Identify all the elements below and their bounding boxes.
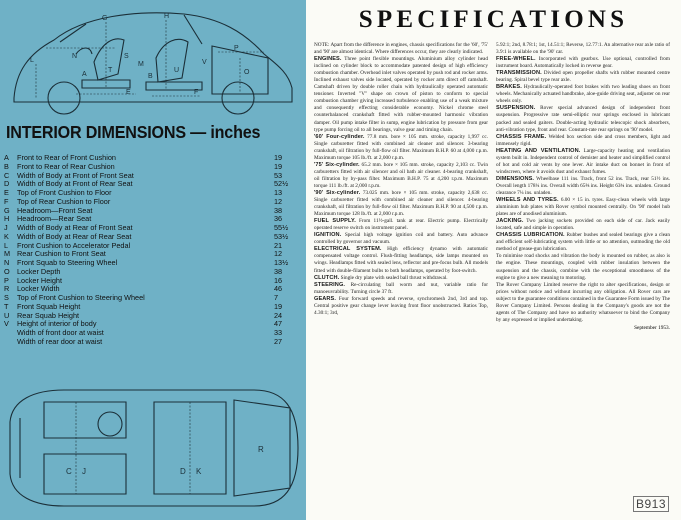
spec-heading: CLUTCH.: [314, 274, 340, 281]
svg-text:U: U: [174, 67, 180, 74]
dimension-letter: H: [4, 214, 10, 224]
dimension-label: Width of rear door at waist: [17, 336, 103, 346]
spec-heading: FREE-WHEEL.: [496, 56, 536, 63]
svg-text:N: N: [72, 53, 78, 60]
spec-text: Two jacking sockets provided on each side of car. Jack easily located, safe and simple in operation.: [496, 218, 671, 232]
dimension-label: Headroom—Front Seat: [17, 205, 93, 215]
svg-text:V: V: [202, 59, 207, 66]
svg-text:H: H: [164, 13, 170, 20]
spec-text: Four forward speeds and reverse, synchromesh 2nd, 3rd and top. Central positive gear change lever leaving front floor unobstructed. Ratios Top, 4.30:1; 3rd,: [314, 295, 489, 316]
dimension-value: 33: [274, 328, 283, 337]
dimension-label: Width of Body at Rear of Front Seat: [17, 223, 133, 232]
spec-text: Divided open propeller shafts with rubber mounted centre bearing. Spiral bevel type rear axle.: [496, 70, 671, 84]
spec-text: From 11½-gall. tank at rear. Electric pump. Electrically operated reserve switch on instrument panel.: [314, 218, 488, 232]
dimension-letter: P: [4, 275, 9, 285]
spec-text: The Rover Company Limited reserve the right to alter specifications, design or prices without notice and without incurring any obligation. All Rover cars are subject to the guarantee conditions contained in the Guarantee Form issued by The Rover Company Limited. Persons dealing in the Company's goods are not the agents of The Company and have no authority whatsoever to bind the Company by any expressed or implied undertaking.: [496, 281, 670, 323]
spec-heading: CHASSIS FRAME.: [496, 133, 547, 140]
spec-paragraph: [314, 232, 488, 246]
svg-text:F: F: [194, 89, 199, 96]
dimension-letter: F: [4, 196, 9, 206]
spec-paragraph: [496, 134, 670, 148]
dimension-letter: E: [4, 188, 9, 197]
spec-text: High efficiency dynamo with automatic compensated voltage control. Flush-fitting headlamps, side lamps mounted on wings. Headlamps fitted with sealed lens, reflector and pre-focus bulb. All models fitted with double-filament bulbs to both headlamps, operated by foot-switch.: [314, 246, 488, 274]
spec-heading: STEERING.: [314, 281, 346, 288]
spec-heading: '90' Six-cylinder.: [314, 189, 361, 196]
spec-paragraph: [496, 176, 670, 197]
dimension-label: Front to Rear of Rear Cushion: [17, 161, 115, 171]
spec-text: Single dry plate with sealed ball thrust withdrawal.: [340, 274, 448, 281]
dimension-value: 19: [274, 301, 283, 311]
dimension-value: 21: [274, 240, 283, 250]
dimension-letter: T: [4, 301, 9, 311]
dimension-value: 19: [274, 153, 283, 162]
dimension-label: Rear Squab Height: [17, 310, 80, 320]
spec-paragraph: [314, 42, 488, 56]
svg-text:M: M: [138, 61, 144, 68]
dimension-list: [4, 154, 296, 347]
svg-text:L: L: [30, 57, 34, 64]
spec-heading: FUEL SUPPLY.: [314, 218, 356, 225]
spec-heading: CHASSIS LUBRICATION.: [496, 232, 565, 239]
spec-heading: IGNITION.: [314, 232, 342, 239]
svg-text:P: P: [234, 45, 239, 52]
svg-text:O: O: [244, 69, 250, 76]
dimension-letter: B: [4, 161, 9, 171]
dimension-label: Width of Body at Front of Rear Seat: [17, 179, 133, 189]
interior-dimensions-title: INTERIOR DIMENSIONS — inches: [6, 122, 261, 142]
dimension-label: Rear Cushion to Front Seat: [17, 249, 106, 259]
svg-text:S: S: [124, 53, 129, 60]
plan-label-k: K: [196, 467, 202, 476]
spec-paragraph: [496, 105, 670, 133]
svg-text:B: B: [148, 73, 153, 80]
plan-label-r: R: [258, 445, 264, 454]
dimension-value: 7: [274, 293, 279, 302]
spec-paragraph: [314, 218, 488, 232]
dimension-value: 36: [274, 214, 283, 224]
car-side-section-diagram: [6, 2, 300, 118]
spec-text: 5.92:1; 2nd, 8.78:1; 1st, 14.51:1; Reverse, 12.77:1. An alternative rear axle ratio of 3.9:1 is available on the '90' car.: [496, 42, 670, 56]
dimension-value: 24: [274, 310, 283, 320]
spec-heading: HEATING AND VENTILATION.: [496, 147, 581, 154]
specifications-title: SPECIFICATIONS: [358, 6, 629, 33]
spec-paragraph: [496, 232, 670, 253]
dimension-label: Locker Height: [17, 275, 63, 285]
dimension-label: Height of interior of body: [17, 319, 97, 329]
spec-paragraph: [496, 148, 670, 176]
dimension-value: 12: [274, 249, 283, 259]
spec-heading: TRANSMISSION.: [496, 70, 542, 77]
specifications-column-1: [314, 42, 488, 317]
spec-paragraph: [496, 70, 670, 84]
spec-text: 77.8 mm. bore × 105 mm. stroke, capacity 1,997 cc. Single carburetter fitted with combined air cleaner and silencer. 3-bearing crankshaft, oil filtration by full-flow oil filter. Maximum B.H.P. 60 at 4,000 r.p.m. Maximum torque 105 lb./ft. at 2,000 r.p.m.: [314, 133, 489, 161]
dimension-label: Locker Depth: [17, 266, 61, 276]
dimension-letter: G: [4, 205, 10, 215]
spec-paragraph: [314, 282, 488, 296]
spec-text: Hydraulically-operated foot brakes with two leading shoes on front wheels. Mechanically actuated handbrake, aloe-guide driving seat, adjuster on rear wheels only.: [496, 84, 670, 105]
spec-heading: '60' Four-cylinder.: [314, 133, 365, 140]
spec-text: Three point flexible mountings. Aluminium alloy cylinder head inclined on cylinder block to accommodate patented design of high efficiency combustion chamber. Overhead inlet valves operated by push rod and rocker arms. Inclined exhaust valves side located, operated by rocker arm direct off camshaft. Camshaft driven by double roller chain with hydraulically operated automatic tensioner. Inverted "V" shape on crown of piston to conform to special combustion chamber giving increased turbulence enabling use of a weak mixture and consequently effecting considerable economy. Nickel chrome steel counterbalanced crankshaft fitted with rubber-mounted harmonic vibration damper. Oil pump intake filter in sump, engine lubrication by pressure from gear type pump forcing oil to all bearings, valve gear and timing chain.: [314, 56, 489, 133]
dimension-label: Front Squab Height: [17, 301, 81, 311]
dimension-letter: C: [4, 170, 10, 180]
dimension-value: 13: [274, 188, 283, 197]
dimension-letter: K: [4, 231, 9, 241]
dimension-value: 27: [274, 336, 283, 346]
dimension-label: Front Squab to Steering Wheel: [17, 258, 118, 267]
reference-code: B913: [633, 496, 669, 512]
plan-label-j: J: [82, 467, 86, 476]
svg-text:T: T: [108, 67, 113, 74]
svg-text:G: G: [102, 15, 108, 22]
spec-heading: WHEELS AND TYRES.: [496, 197, 559, 204]
dimension-letter: A: [4, 153, 9, 162]
dimension-label: Top of Front Cushion to Steering Wheel: [17, 293, 145, 302]
spec-paragraph: [496, 42, 670, 56]
svg-text:E: E: [126, 89, 131, 96]
dimension-letter: N: [4, 258, 10, 267]
dimension-label: Width of Body at Front of Front Seat: [17, 170, 134, 180]
spec-paragraph: [496, 84, 670, 105]
spec-heading: GEARS.: [314, 295, 337, 302]
spec-paragraph: [314, 162, 488, 190]
spec-text: Special high voltage ignition coil and battery. Auto advance controlled by governor and vacuum.: [314, 232, 489, 246]
dimension-value: 47: [274, 319, 283, 329]
interior-dimensions-panel: [0, 0, 306, 520]
spec-text: NOTE: Apart from the difference in engines, chassis specifications for the '60', '75' and '90' are almost identical. Where differences occur, they are clearly indicated.: [314, 42, 488, 56]
dimension-letter: V: [4, 319, 9, 329]
spec-text: Rubber bushes and sealed bearings give a clean and efficient self-lubricating system with little or no attention, outmoding the old method of grease-gun lubrication.: [496, 232, 670, 253]
dimension-label: Top of Front Cushion to Floor: [17, 188, 112, 197]
dimension-row: [4, 338, 296, 347]
spec-paragraph: [496, 218, 670, 232]
spec-heading: DIMENSIONS.: [496, 175, 535, 182]
svg-text:A: A: [82, 71, 87, 78]
spec-text: To minimise road shocks and vibration the body is mounted on rubber, as also is the engine. These mountings, coupled with rubber insulation between the suspension and the chassis, combine with the exceptional smoothness of the engine to give a new meaning to motoring.: [496, 253, 670, 281]
dimension-value: 16: [274, 275, 283, 285]
publication-date: September 1953.: [634, 325, 670, 331]
spec-text: Incorporated with gearbox. Use optional, controlled from instrument board. Automatically locked in reverse gear.: [496, 56, 671, 70]
dimension-letter: M: [4, 249, 11, 259]
specifications-column-2: [496, 42, 670, 324]
dimension-label: Width of front door at waist: [17, 328, 104, 337]
spec-paragraph: [496, 282, 670, 324]
dimension-value: 38: [274, 266, 283, 276]
spec-text: 65.2 mm. bore × 105 mm. stroke, capacity 2,103 cc. Twin carburetters fitted with air silencer and oil bath air cleaner. 4-bearing crankshaft, oil filtration by by-pass filter. Maximum B.H.P. 75 at 4,200 r.p.m. Maximum torque 111 lb./ft. at 2,000 r.p.m.: [314, 161, 488, 189]
spec-text: 6.00 × 15 in. tyres. Easy-clean wheels with large aluminium hub plates with Rover symbol mounted centrally. On '90' model hub plates are of anodised aluminium.: [496, 197, 671, 218]
dimension-label: Headroom—Rear Seat: [17, 214, 92, 224]
dimension-letter: O: [4, 266, 10, 276]
dimension-value: 46: [274, 284, 283, 294]
dimension-letter: S: [4, 293, 9, 302]
dimension-letter: R: [4, 284, 10, 294]
dimension-value: 13½: [274, 258, 289, 267]
dimension-value: 52½: [274, 179, 289, 189]
dimension-value: 12: [274, 196, 283, 206]
dimension-value: 19: [274, 161, 283, 171]
dimension-label: Front Cushion to Accelerator Pedal: [17, 240, 131, 250]
spec-paragraph: [314, 275, 488, 282]
spec-text: Wheelbase 111 ins. Track, front 52 ins. Track, rear 51½ ins. Overall length 178¼ ins. Overall width 65⅝ ins. Height 63¾ ins. unladen. Ground clearance 7¼ ins. unladen.: [496, 175, 670, 196]
dimension-value: 55½: [274, 223, 289, 232]
dimension-label: Top of Rear Cushion to Floor: [17, 196, 111, 206]
spec-text: Re-circulating ball worm and nut, variable ratio for manoeuvrability. Turning circle 37 ft.: [314, 281, 489, 295]
spec-text: Welded box section side and cross members, light and immensely rigid.: [496, 133, 671, 147]
car-plan-view-diagram: [4, 382, 302, 516]
spec-heading: '75' Six-cylinder.: [314, 161, 360, 168]
spec-heading: BRAKES.: [496, 84, 522, 91]
dimension-label: Front to Rear of Front Cushion: [17, 153, 116, 162]
spec-paragraph: [496, 253, 670, 281]
plan-label-d: D: [180, 467, 186, 476]
dimension-label: Width of Body at Rear of Rear Seat: [17, 231, 132, 241]
spec-text: Large-capacity heating and ventilation system built in. Independent control of demister and heater and simplified control of hot and cold air vents by one lever. Air intake duct on bonnet in front of windscreen, where it avoids dust and exhaust fumes.: [496, 147, 671, 175]
spec-heading: ENGINES.: [314, 56, 342, 63]
spec-paragraph: [314, 296, 488, 317]
dimension-label: Locker Width: [17, 284, 60, 294]
dimension-letter: L: [4, 240, 9, 250]
spec-heading: ELECTRICAL SYSTEM.: [314, 246, 382, 253]
dimension-value: 53: [274, 170, 283, 180]
dimension-value: 38: [274, 205, 283, 215]
dimension-letter: J: [4, 223, 8, 232]
spec-paragraph: [314, 246, 488, 274]
spec-paragraph: [314, 56, 488, 134]
spec-text: 73.025 mm. bore × 105 mm. stroke, capacity 2,638 cc. Single carburetter fitted with combined air cleaner and silencer. 4-bearing crankshaft, oil filtration by full-flow oil filter. Maximum B.H.P. 90 at 4,500 r.p.m. Maximum torque 128 lb./ft. at 2,000 r.p.m.: [314, 189, 488, 218]
spec-heading: JACKING.: [496, 218, 524, 225]
dimension-letter: D: [4, 179, 10, 189]
specifications-panel: [306, 0, 681, 520]
spec-paragraph: [314, 190, 488, 218]
dimension-letter: U: [4, 310, 10, 320]
dimension-value: 53½: [274, 231, 289, 241]
spec-paragraph: [496, 56, 670, 70]
spec-text: Rover special advanced design of independent front suspension. Progressive rate semi-elliptic rear springs enclosed in lubricant packed and sealed gaiters. Double-acting hydraulic telescopic shock absorbers, anti-vibration type, front and rear. Constant-rate rear springs on '90' model.: [496, 105, 671, 133]
plan-label-c: C: [66, 467, 72, 476]
spec-heading: SUSPENSION.: [496, 105, 536, 112]
spec-paragraph: [314, 134, 488, 162]
spec-paragraph: [496, 197, 670, 218]
